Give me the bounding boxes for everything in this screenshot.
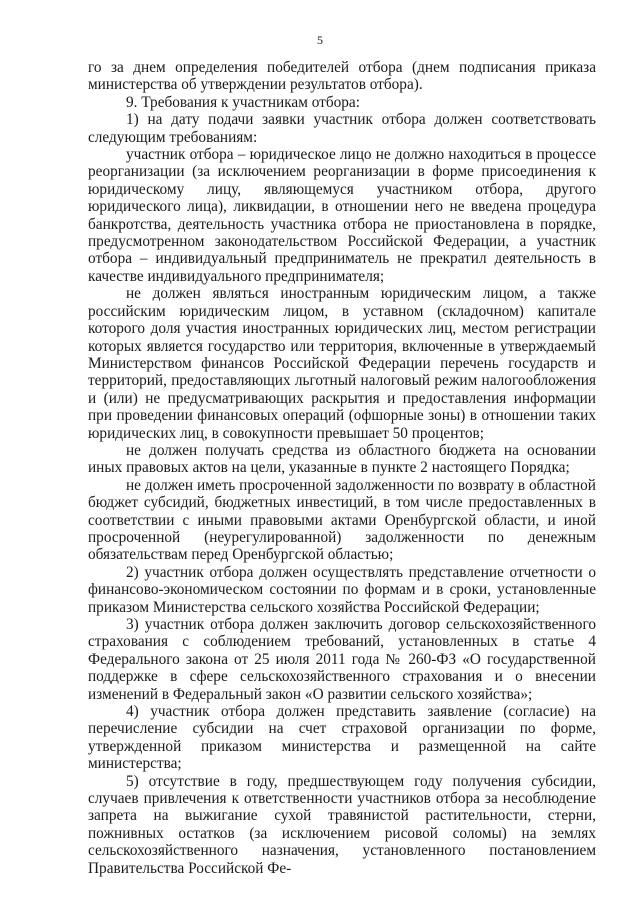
paragraph-budget-funds: не должен получать средства из областного бюджета на основании иных правовых актов на цели, указанные в пункте 2 настоящего Порядка; (88, 441, 596, 477)
paragraph-requirement-5: 5) отсутствие в году, предшествующем году получения субсидии, случаев привлечения к ответственности участников отбора за несоблюдение запрета на выжигание сухой травянистой растительности, стерни, пожнивных остатков (за исключением рисовой соломы) на землях сельскохозяйственного назначения, установленного постановлением Правительства Российской Фе- (88, 772, 596, 877)
document-body (88, 59, 596, 877)
paragraph-requirement-3: 3) участник отбора должен заключить договор сельскохозяйственного страхования с соблюдением требований, установленных в статье 4 Федерального закона от 25 июля 2011 года № 260-ФЗ «О государственной поддержке в сфере сельскохозяйственного страхования и о внесении изменений в Федеральный закон «О развитии сельского хозяйства»; (88, 616, 596, 703)
paragraph-requirement-4: 4) участник отбора должен представить заявление (согласие) на перечисление субсидии на счет страховой организации по форме, утвержденной приказом министерства и размещенной на сайте министерства; (88, 703, 596, 773)
paragraph-foreign-entity: не должен являться иностранным юридическим лицом, а также российским юридическим лицом, в уставном (складочном) капитале которого доля участия иностранных юридических лиц, местом регистрации которых является государство или территория, включенные в утверждаемый Министерством финансов Российской Федерации перечень государств и территорий, предоставляющих льготный налоговый режим налогообложения и (или) не предусматривающих раскрытия и предоставления информации при проведении финансовых операций (офшорные зоны) в отношении таких юридических лиц, в совокупности превышает 50 процентов; (88, 285, 596, 442)
page-number: 5 (317, 33, 323, 47)
paragraph-reorganization: участник отбора – юридическое лицо не должно находиться в процессе реорганизации (за исключением реорганизации в форме присоединения к юридическому лицу, являющемуся участником отбора, другого юридического лица), ликвидации, в отношении него не введена процедура банкротства, деятельность участника отбора не приостановлена в порядке, предусмотренном законодательством Российской Федерации, а участник отбора – индивидуальный предприниматель не прекратил деятельность в качестве индивидуального предпринимателя; (88, 146, 596, 285)
paragraph-overdue-debt: не должен иметь просроченной задолженности по возврату в областной бюджет субсидий, бюджетных инвестиций, в том числе предоставленных в соответствии с иными правовыми актами Оренбургской области, и иной просроченной (неурегулированной) задолженности по денежным обязательствам перед Оренбургской областью; (88, 476, 596, 564)
paragraph-requirement-1: 1) на дату подачи заявки участник отбора должен соответствовать следующим требованиям: (88, 111, 596, 146)
paragraph-section-heading: 9. Требования к участникам отбора: (126, 93, 360, 111)
paragraph-continuation: го за днем определения победителей отбора (днем подписания приказа министерства об утверждении результатов отбора). (88, 59, 596, 94)
paragraph-requirement-2: 2) участник отбора должен осуществлять представление отчетности о финансово-экономическом состоянии по формам и в сроки, установленные приказом Министерства сельского хозяйства Российской Федерации; (88, 563, 596, 616)
